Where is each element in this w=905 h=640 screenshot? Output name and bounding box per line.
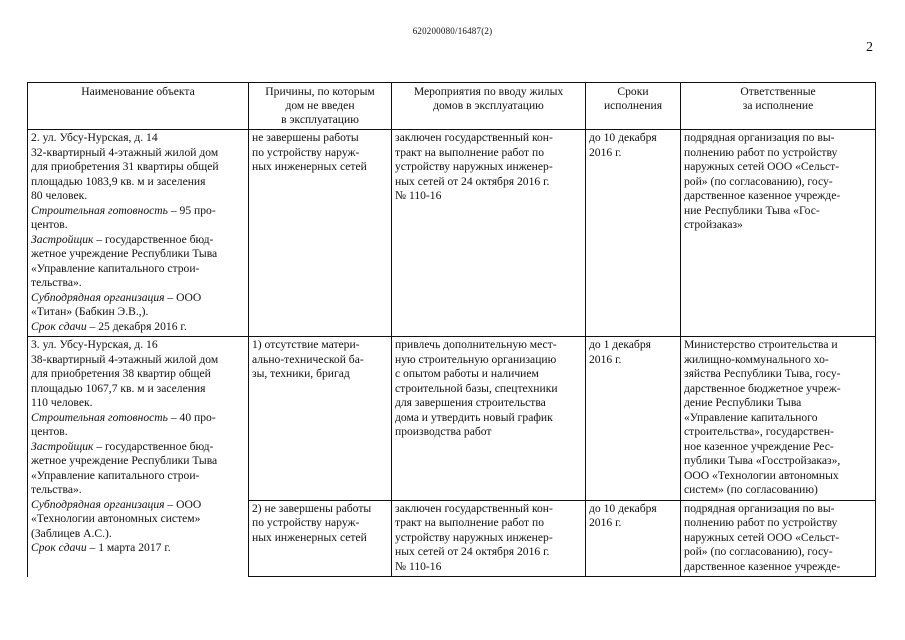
object-line: жетное учреждение Республики Тыва [31, 454, 218, 467]
object-line: Строительная готовность – 40 про- [31, 410, 216, 424]
object-line: жетное учреждение Республики Тыва [31, 247, 218, 260]
measures-cell: заключен государственный кон- тракт на выполнение работ по устройству наружных инженер- ных сетей от 24 октября 2016 г. № 110-16 [392, 500, 586, 577]
reason-cell: 2) не завершены работы по устройству наруж- ных инженерных сетей [249, 500, 392, 577]
deadline-cell: до 1 декабря 2016 г. [586, 337, 681, 501]
header-measures: Мероприятия по вводу жилых домов в эксплуатацию [392, 83, 586, 130]
object-line: для приобретения 38 квартир общей [31, 367, 211, 380]
responsible-cell: подрядная организация по вы- полнению работ по устройству наружных сетей ООО «Сельст- рой» (по согласованию), госу- дарственное казенное учрежде- ние Республики Тыва «Гос- стройзаказ» [681, 130, 876, 337]
object-line: Срок сдачи – 1 марта 2017 г. [31, 541, 171, 554]
page-number: 2 [866, 40, 873, 55]
deadline-cell: до 10 декабря 2016 г. [586, 500, 681, 577]
deadline-cell: до 10 декабря 2016 г. [586, 130, 681, 337]
document-id: 620200080/16487(2) [412, 26, 493, 36]
object-line: площадью 1083,9 кв. м и заселения [31, 174, 206, 188]
table-row [28, 130, 876, 337]
responsible-cell: Министерство строительства и жилищно-коммунального хо- зяйства Республики Тыва, госу- дарственное бюджетное учреж- дение Республики Тыва «Управление капитального строительства», государствен- ное казенное учреждение Рес- публики Тыва «Госстройзаказ», ООО «Технологии автономных систем» (по согласованию) [681, 337, 876, 501]
object-line: тельства». [31, 483, 82, 496]
object-line: 2. ул. Убсу-Нурская, д. 14 [31, 131, 158, 144]
object-line: Застройщик – государственное бюд- [31, 439, 214, 453]
object-line: «Титан» (Бабкин Э.В.,). [31, 305, 149, 318]
object-line: 32-квартирный 4-этажный жилой дом [31, 145, 219, 159]
object-line: 110 человек. [31, 396, 93, 409]
table-header-row [28, 83, 876, 130]
measures-cell: привлечь дополнительную мест- ную строительную организацию с опытом работы и наличием строительной базы, спецтехники для завершения строительства дома и утвердить новый график производства работ [392, 337, 586, 501]
object-line: «Управление капитального строи- [31, 261, 200, 275]
header-responsible: Ответственные за исполнение [681, 83, 876, 130]
object-line: центов. [31, 425, 68, 438]
table-row [28, 337, 876, 501]
header-reasons: Причины, по которым дом не введен в эксплуатацию [249, 83, 392, 130]
object-line: Застройщик – государственное бюд- [31, 232, 214, 246]
object-line: тельства». [31, 276, 82, 289]
object-line: Субподрядная организация – ООО [31, 497, 202, 511]
responsible-cell: подрядная организация по вы- полнению работ по устройству наружных сетей ООО «Сельст- рой» (по согласованию), госу- дарственное казенное учрежде- [681, 500, 876, 577]
object-line: Субподрядная организация – ООО [31, 290, 202, 304]
object-line: для приобретения 31 квартиры общей [31, 160, 219, 173]
object-line: (Заблицев А.С.). [31, 526, 112, 540]
object-line: центов. [31, 218, 68, 231]
object-line: 80 человек. [31, 189, 88, 202]
object-line: «Технологии автономных систем» [31, 512, 201, 525]
measures-cell: заключен государственный кон- тракт на выполнение работ по устройству наружных инженер- ных сетей от 24 октября 2016 г. № 110-16 [392, 130, 586, 337]
object-line: Строительная готовность – 95 про- [31, 203, 216, 217]
object-line: «Управление капитального строи- [31, 468, 200, 482]
object-line: 38-квартирный 4-этажный жилой дом [31, 352, 219, 366]
objects-table [27, 82, 876, 577]
object-description-cell [28, 337, 249, 577]
header-deadline: Сроки исполнения [586, 83, 681, 130]
object-description-cell [28, 130, 249, 337]
object-line: площадью 1067,7 кв. м и заселения [31, 381, 206, 395]
object-line: Срок сдачи – 25 декабря 2016 г. [31, 319, 187, 333]
reason-cell: не завершены работы по устройству наруж- ных инженерных сетей [249, 130, 392, 337]
object-line: 3. ул. Убсу-Нурская, д. 16 [31, 338, 158, 351]
reason-cell: 1) отсутствие матери- ально-технической ба- зы, техники, бригад [249, 337, 392, 501]
header-object: Наименование объекта [28, 83, 249, 130]
